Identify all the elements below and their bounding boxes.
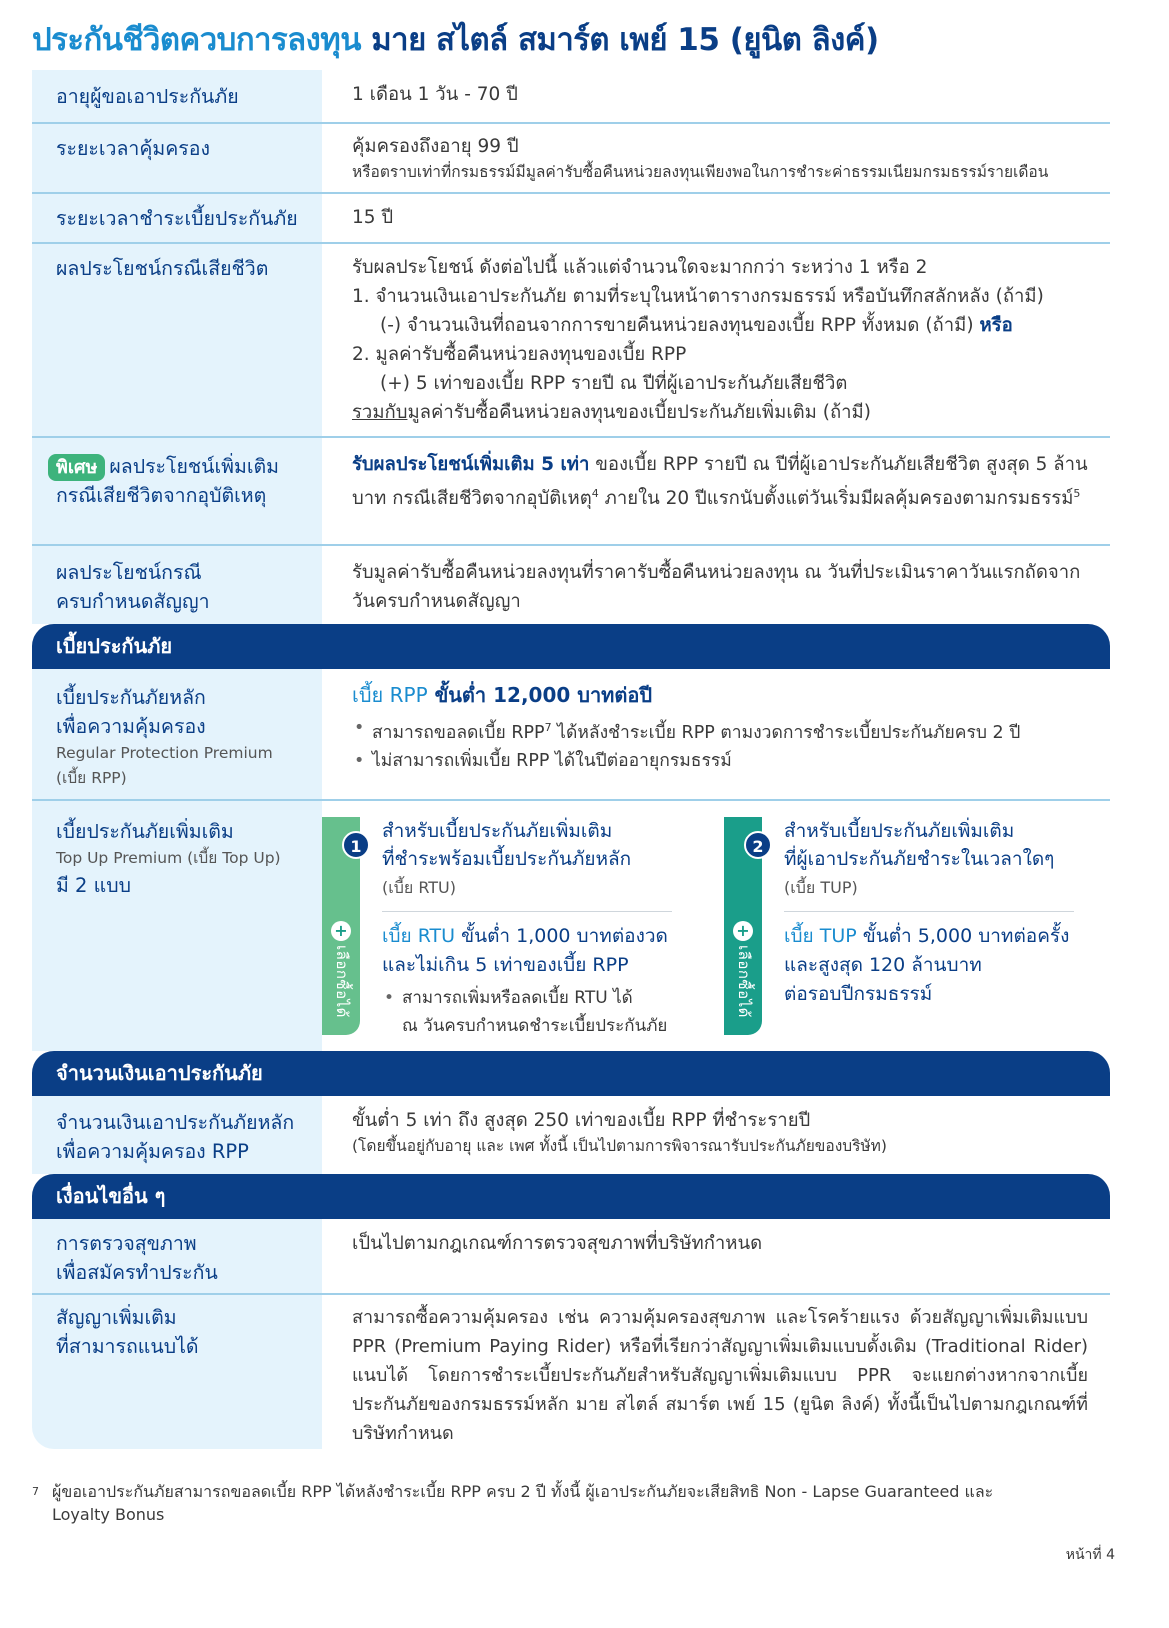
option-title-2: ที่ชำระพร้อมเบี้ยประกันภัยหลัก [382, 848, 632, 870]
row-value: 1 เดือน 1 วัน - 70 ปี [352, 84, 518, 105]
footnote-ref: 5 [1073, 487, 1081, 500]
plus-icon: + [331, 921, 351, 941]
row-premium-term [32, 194, 1110, 244]
row-value: ขั้นต่ำ 5 เท่า ถึง สูงสุด 250 เท่าของเบี้ย RPP ที่ชำระรายปี [352, 1110, 811, 1131]
option-minimum [784, 922, 1074, 951]
option-number-badge: 1 [342, 831, 370, 859]
row-label: ผลประโยชน์กรณี [56, 561, 202, 584]
tab-label: เลือกซื้อได้ [333, 945, 351, 1018]
option-maximum: และไม่เกิน 5 เท่าของเบี้ย RPP [382, 954, 629, 976]
section-premium: เบี้ยประกันภัย [32, 624, 1110, 669]
accident-text2: ภายใน 20 ปีแรกนับตั้งแต่วันเริ่มมีผลคุ้มครองตามกรมธรรม์ [598, 488, 1074, 510]
row-label: การตรวจสุขภาพ [56, 1232, 197, 1255]
footnote-mark: 7 [32, 1485, 39, 1498]
row-value: สามารถซื้อความคุ้มครอง เช่น ความคุ้มครองสุขภาพ และโรคร้ายแรง ด้วยสัญญาเพิ่มเติมแบบ PPR (Premium Paying Rider) หรือที่เรียกว่าสัญญาเพิ่มเติมแบบดั้งเดิม (Traditional Rider) แนบได้ โดยการชำระเบี้ยประกันภัยสำหรับสัญญาเพิ่มเติมแบบ PPR จะแยกต่างหากจากเบี้ยประกันภัยของกรมธรรม์หลัก มาย สไตล์ สมาร์ต เพย์ 15 (ยูนิต ลิงค์) ทั้งนี้เป็นไปตามกฎเกณฑ์ที่บริษัทกำหนด [352, 1307, 1088, 1444]
special-badge: พิเศษ [48, 454, 105, 481]
death-intro: รับผลประโยชน์ ดังต่อไปนี้ แล้วแต่จำนวนใดจะมากกว่า ระหว่าง 1 หรือ 2 [352, 257, 928, 278]
page-number: หน้าที่ 4 [1065, 1547, 1115, 1563]
footnote [32, 1480, 1042, 1526]
row-value: เป็นไปตามกฎเกณฑ์การตรวจสุขภาพที่บริษัทกำหนด [352, 1233, 763, 1254]
footnote-ref: 4 [591, 487, 599, 500]
option-min-text: ขั้นต่ำ 5,000 บาทต่อครั้ง [856, 925, 1070, 947]
option-title-2: ที่ผู้เอาประกันภัยชำระในเวลาใดๆ [784, 848, 1055, 870]
rpp-min-text: ขั้นต่ำ 12,000 บาทต่อปี [427, 683, 653, 707]
row-label: ระยะเวลาคุ้มครอง [32, 124, 322, 192]
row-death-benefit [32, 244, 1110, 438]
row-label: ระยะเวลาชำระเบี้ยประกันภัย [32, 194, 322, 242]
row-value: คุ้มครองถึงอายุ 99 ปี [352, 136, 519, 157]
row-maturity-benefit [32, 546, 1110, 624]
section-other-conditions: เงื่อนไขอื่น ๆ [32, 1174, 1110, 1219]
row-label: ผลประโยชน์กรณีเสียชีวิต [32, 244, 322, 436]
row-sublabel: Top Up Premium (เบี้ย Top Up) [56, 849, 281, 867]
accident-text1: ของเบี้ย RPP รายปี ณ ปีที่ผู้เอาประกันภัยเสียชีวิต สูงสุด 5 ล้านบาท กรณีเสียชีวิตจากอุบัติเหตุ [352, 454, 1088, 510]
topup-options [322, 801, 1110, 1051]
row-accident-benefit [32, 438, 1110, 546]
row-health-check [32, 1219, 1110, 1295]
row-riders [32, 1295, 1110, 1449]
row-note: (โดยขึ้นอยู่กับอายุ และ เพศ ทั้งนี้ เป็นไปตามการพิจารณารับประกันภัยของบริษัท) [352, 1137, 887, 1155]
death-item-2a: (+) 5 เท่าของเบี้ย RPP รายปี ณ ปีที่ผู้เอาประกันภัยเสียชีวิต [380, 373, 848, 394]
option-period: ต่อรอบปีกรมธรรม์ [784, 983, 933, 1005]
row-label-line2: กรณีเสียชีวิตจากอุบัติเหตุ [56, 484, 267, 507]
product-summary-table [32, 70, 1110, 1449]
section-sum-assured: จำนวนเงินเอาประกันภัย [32, 1051, 1110, 1096]
option-minimum [382, 922, 672, 951]
row-label: ผลประโยชน์เพิ่มเติม [109, 455, 280, 478]
plus-icon: + [733, 921, 753, 941]
title-part2: มาย สไตล์ สมาร์ต เพย์ 15 (ยูนิต ลิงค์) [371, 22, 879, 58]
list-item [352, 714, 1088, 747]
row-label-line2: ที่สามารถแนบได้ [56, 1335, 199, 1358]
death-item-2: 2. มูลค่ารับซื้อคืนหน่วยลงทุนของเบี้ย RPP [352, 344, 687, 365]
death-item-1a [352, 311, 1088, 340]
death-item-3-text: มูลค่ารับซื้อคืนหน่วยลงทุนของเบี้ยประกันภัยเพิ่มเติม (ถ้ามี) [407, 402, 871, 423]
death-item-1: 1. จำนวนเงินเอาประกันภัย ตามที่ระบุในหน้าตารางกรมธรรม์ หรือบันทึกสลักหลัง (ถ้ามี) [352, 286, 1044, 307]
row-label-line2: ครบกำหนดสัญญา [56, 590, 210, 613]
footnote-ref: 7 [544, 721, 552, 734]
option-highlight: เบี้ย TUP [784, 925, 857, 947]
row-age [32, 70, 1110, 124]
row-label: อายุผู้ขอเอาประกันภัย [32, 70, 322, 122]
death-item-3 [352, 398, 1088, 427]
list-item-text: ณ วันครบกำหนดชำระเบี้ยประกันภัย [402, 1016, 668, 1036]
row-label: เบี้ยประกันภัยเพิ่มเติม [56, 820, 234, 843]
row-label-line2: เพื่อความคุ้มครอง [56, 715, 206, 738]
option-maximum: และสูงสุด 120 ล้านบาท [784, 954, 982, 976]
row-sum-assured [32, 1096, 1110, 1174]
topup-option-rtu [322, 817, 706, 1035]
row-coverage [32, 124, 1110, 194]
list-item-text: สามารถขอลดเบี้ย RPP [372, 722, 545, 743]
list-item-text: สามารถเพิ่มหรือลดเบี้ย RTU ได้ [402, 988, 633, 1008]
row-label: สัญญาเพิ่มเติม [56, 1306, 177, 1329]
list-item: • ไม่สามารถเพิ่มเบี้ย RPP ได้ในปีต่ออายุกรมธรรม์ [352, 747, 1088, 775]
rpp-highlight: เบี้ย RPP [352, 683, 428, 707]
death-or: หรือ [979, 315, 1013, 336]
page-title [32, 14, 879, 64]
row-label-line3: มี 2 แบบ [56, 874, 131, 897]
row-sublabel-2: (เบี้ย RPP) [56, 769, 127, 787]
footnote-text: ผู้ขอเอาประกันภัยสามารถขอลดเบี้ย RPP ได้หลังชำระเบี้ย RPP ครบ 2 ปี ทั้งนี้ ผู้เอาประกันภัยจะเสียสิทธิ Non - Lapse Guaranteed และ Loyalty Bonus [52, 1482, 994, 1524]
row-sublabel: Regular Protection Premium [56, 744, 273, 762]
option-title: สำหรับเบี้ยประกันภัยเพิ่มเติม [784, 820, 1015, 842]
option-highlight: เบี้ย RTU [382, 925, 456, 947]
option-sub: (เบี้ย RTU) [382, 878, 457, 897]
row-label-line2: เพื่อความคุ้มครอง RPP [56, 1140, 249, 1163]
topup-option-tup [724, 817, 1108, 1035]
row-rpp [32, 669, 1110, 801]
option-title: สำหรับเบี้ยประกันภัยเพิ่มเติม [382, 820, 613, 842]
rpp-minimum [352, 681, 1088, 710]
list-item-text: ได้หลังชำระเบี้ย RPP ตามงวดการชำระเบี้ยประกันภัยครบ 2 ปี [551, 722, 1021, 743]
row-label: เบี้ยประกันภัยหลัก [56, 686, 206, 709]
option-min-text: ขั้นต่ำ 1,000 บาทต่องวด [455, 925, 668, 947]
option-sub: (เบี้ย TUP) [784, 878, 858, 897]
row-label: จำนวนเงินเอาประกันภัยหลัก [56, 1111, 295, 1134]
list-item [382, 984, 672, 1040]
row-value: รับมูลค่ารับซื้อคืนหน่วยลงทุนที่ราคารับซื้อคืนหน่วยลงทุน ณ วันที่ประเมินราคาวันแรกถัดจากวันครบกำหนดสัญญา [352, 562, 1081, 612]
option-number-badge: 2 [744, 831, 772, 859]
death-item-1a-text: (-) จำนวนเงินที่ถอนจากการขายคืนหน่วยลงทุนของเบี้ย RPP ทั้งหมด (ถ้ามี) [380, 315, 974, 336]
divider [784, 911, 1074, 912]
tab-label: เลือกซื้อได้ [735, 945, 753, 1018]
row-label-line2: เพื่อสมัครทำประกัน [56, 1261, 218, 1284]
title-part1: ประกันชีวิตควบการลงทุน [32, 22, 361, 58]
row-value: 15 ปี [352, 207, 394, 228]
death-underline: รวมกับ [352, 402, 408, 423]
row-topup [32, 801, 1110, 1051]
accident-bold: รับผลประโยชน์เพิ่มเติม 5 เท่า [352, 454, 590, 475]
divider [382, 911, 672, 912]
row-note: หรือตราบเท่าที่กรมธรรม์มีมูลค่ารับซื้อคืนหน่วยลงทุนเพียงพอในการชำระค่าธรรมเนียมกรมธรรม์รายเดือน [352, 163, 1049, 181]
